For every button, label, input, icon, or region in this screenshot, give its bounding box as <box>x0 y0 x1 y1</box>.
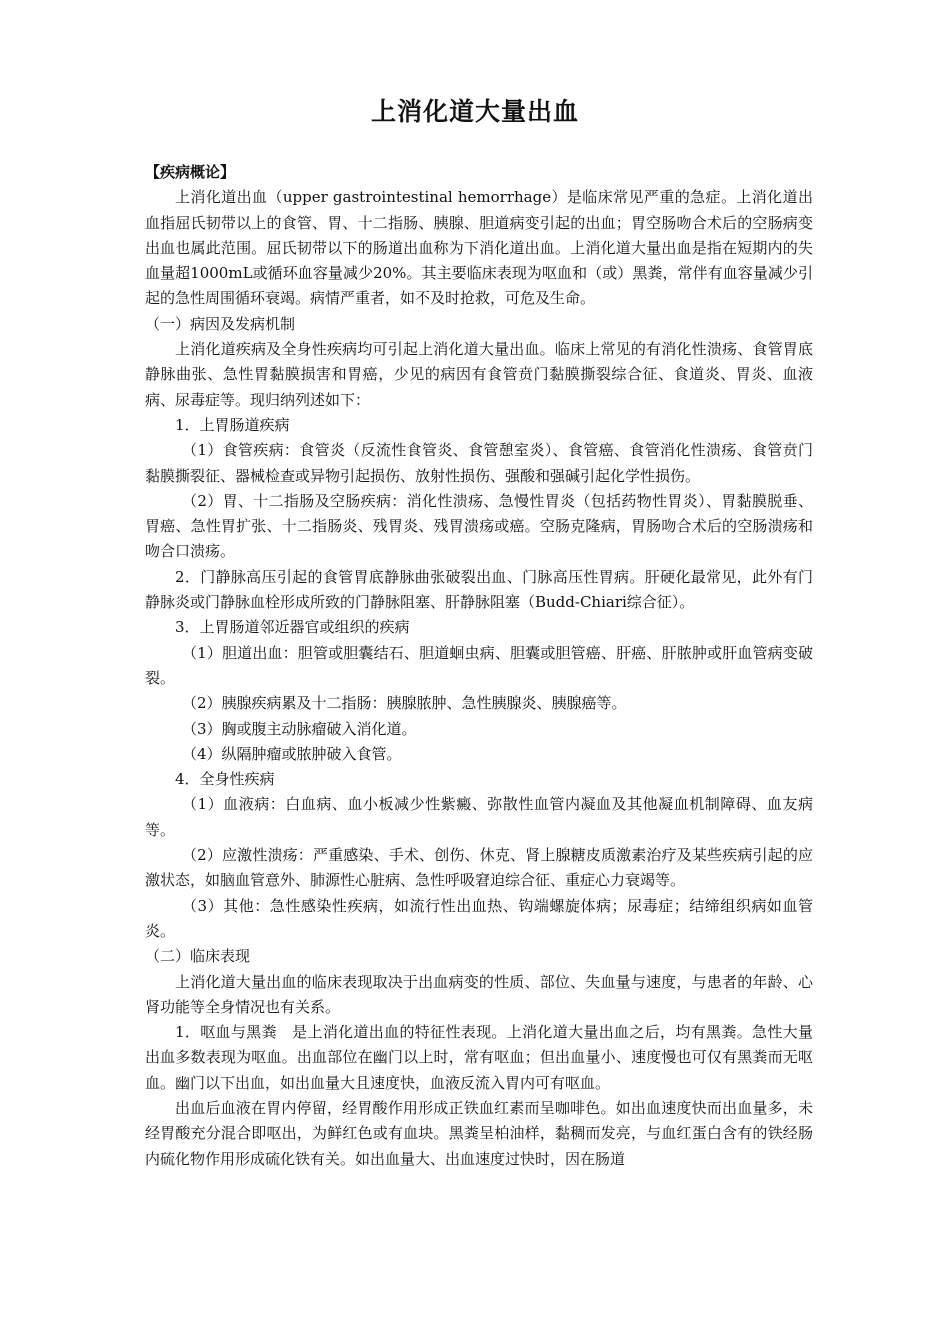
section-heading-overview: 【疾病概论】 <box>145 163 236 181</box>
list-heading: 2．门静脉高压引起的食管胃底静脉曲张破裂出血、门脉高压性胃病。肝硬化最常见，此外有门静脉炎或门静脉血栓形成所致的门静脉阻塞、肝静脉阻塞（Budd-Chiari综合征）。 <box>145 567 813 612</box>
list-item: （2）胰腺疾病累及十二指肠：胰腺脓肿、急性胰腺炎、胰腺癌等。 <box>182 694 627 713</box>
list-heading: 3．上胃肠道邻近器官或组织的疾病 <box>175 618 410 637</box>
list-item: （2）胃、十二指肠及空肠疾病：消化性溃疡、急慢性胃炎（包括药物性胃炎）、胃黏膜脱垂、胃癌、急性胃扩张、十二指肠炎、残胃炎、残胃溃疡或癌。空肠克隆病，胃肠吻合术后的空肠溃疡和吻合口溃疡。 <box>145 491 813 561</box>
document-title: 上消化道大量出血 <box>370 97 579 126</box>
list-item: （3）其他：急性感染性疾病，如流行性出血热、钩端螺旋体病；尿毒症；结缔组织病如血管炎。 <box>145 896 813 940</box>
paragraph: 出血后血液在胃内停留，经胃酸作用形成正铁血红素而呈咖啡色。如出血速度快而出血量多，未经胃酸充分混合即呕出，为鲜红色或有血块。黑粪呈柏油样，黏稠而发亮，与血红蛋白含有的铁经肠内硫化物作用形成硫化铁有关。如出血量大、出血速度过快时，因在肠道 <box>145 1098 813 1168</box>
paragraph: 上消化道疾病及全身性疾病均可引起上消化道大量出血。临床上常见的有消化性溃疡、食管胃底静脉曲张、急性胃黏膜损害和胃癌，少见的病因有食管贲门黏膜撕裂综合征、食道炎、胃炎、血液病、尿毒症等。现归纳列述如下： <box>145 340 813 409</box>
list-heading: 4．全身性疾病 <box>175 770 275 789</box>
list-item: （3）胸或腹主动脉瘤破入消化道。 <box>182 719 417 738</box>
list-heading: 1．上胃肠道疾病 <box>175 415 290 434</box>
paragraph: 上消化道出血（upper gastrointestinal hemorrhage）是临床常见严重的急症。上消化道出血指屈氏韧带以上的食管、胃、十二指肠、胰腺、胆道病变引起的出血；胃空肠吻合术后的空肠病变出血也属此范围。屈氏韧带以下的肠道出血称为下消化道出血。上消化道大量出血是指在短期内的失血量超1000mL或循环血容量减少20%。其主要临床表现为呕血和（或）黑粪，常伴有血容量减少引起的急性周围循环衰竭。病情严重者，如不及时抢救，可危及生命。 <box>145 188 813 308</box>
list-item: （1）血液病：白血病、血小板减少性紫癜、弥散性血管内凝血及其他凝血机制障碍、血友病等。 <box>145 795 813 839</box>
document-body <box>145 160 813 1172</box>
list-item: （1）食管疾病：食管炎（反流性食管炎、食管憩室炎）、食管癌、食管消化性溃疡、食管贲门黏膜撕裂征、器械检查或异物引起损伤、放射性损伤、强酸和强碱引起化学性损伤。 <box>145 441 813 485</box>
list-item: （4）纵隔肿瘤或脓肿破入食管。 <box>182 744 402 763</box>
list-item: （1）胆道出血：胆管或胆囊结石、胆道蛔虫病、胆囊或胆管癌、肝癌、肝脓肿或肝血管病变破裂。 <box>145 643 813 687</box>
paragraph: 上消化道大量出血的临床表现取决于出血病变的性质、部位、失血量与速度，与患者的年龄、心肾功能等全身情况也有关系。 <box>145 972 813 1016</box>
paragraph: 1．呕血与黑粪 是上消化道出血的特征性表现。上消化道大量出血之后，均有黑粪。急性大量出血多数表现为呕血。出血部位在幽门以上时，常有呕血；但出血量小、速度慢也可仅有黑粪而无呕血。幽门以下出血，如出血量大且速度快，血液反流入胃内可有呕血。 <box>145 1023 813 1092</box>
list-item: （2）应激性溃疡：严重感染、手术、创伤、休克、肾上腺糖皮质激素治疗及某些疾病引起的应激状态，如脑血管意外、肺源性心脏病、急性呼吸窘迫综合征、重症心力衰竭等。 <box>145 846 813 890</box>
subsection-heading-etiology: （一）病因及发病机制 <box>145 314 296 333</box>
subsection-heading-clinical: （二）临床表现 <box>145 947 251 966</box>
